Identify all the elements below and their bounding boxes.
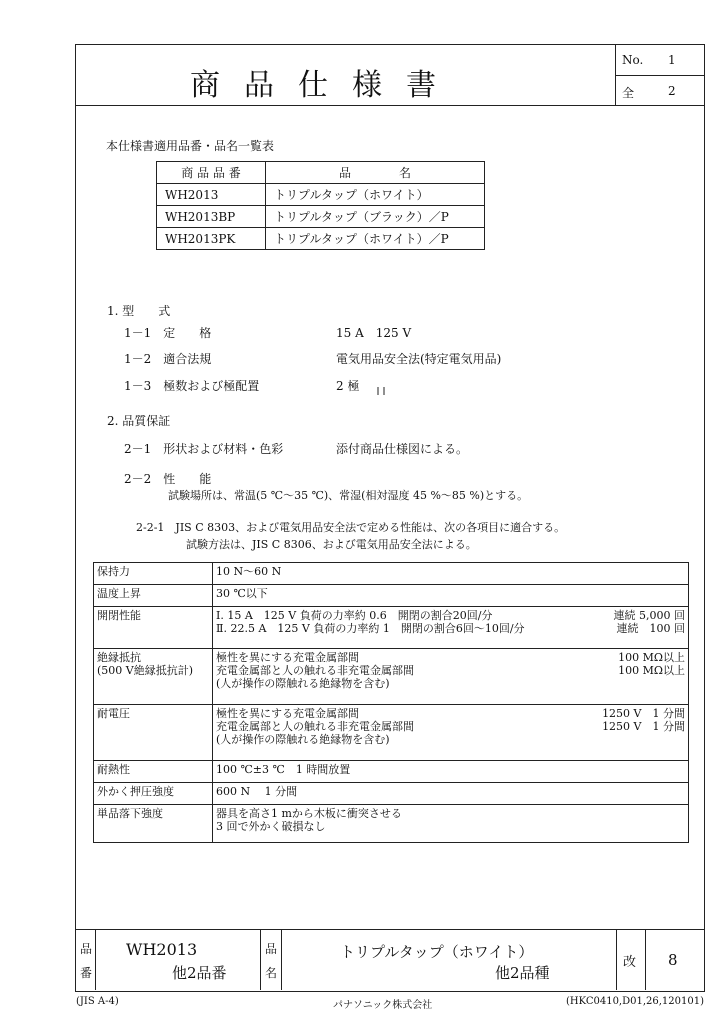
company-name: パナソニック株式会社 bbox=[333, 1000, 433, 1011]
shape-label: 2－1 形状および材料・色彩 bbox=[124, 442, 284, 456]
pole-arrangement-icon bbox=[375, 381, 387, 400]
footer-product-code-more: 他2品番 bbox=[172, 964, 227, 982]
item-name: トリプルタップ（ホワイト）／P bbox=[266, 228, 485, 250]
switch-count-1: 連続 5,000 回 bbox=[613, 609, 685, 622]
temp-key: 温度上昇 bbox=[94, 585, 213, 607]
item-code: WH2013PK bbox=[157, 228, 266, 250]
page-no-value: 1 bbox=[668, 53, 676, 67]
footer-divider-v1 bbox=[95, 929, 96, 990]
table-row bbox=[94, 705, 689, 761]
press-value: 600 N 1 分間 bbox=[213, 783, 689, 805]
insulation-value-1: 100 MΩ以上 bbox=[618, 651, 685, 664]
shape-value: 添付商品仕様図による。 bbox=[336, 442, 469, 456]
test-condition-text: 試験場所は、常温(5 ℃～35 ℃)、常湿(相対湿度 45 %～85 %)とする。 bbox=[168, 489, 529, 502]
voltage-cell bbox=[213, 705, 689, 761]
voltage-line-1: 極性を異にする充電金属部間 bbox=[216, 707, 359, 720]
item-name: トリプルタップ（ブラック）／P bbox=[266, 206, 485, 228]
switch-key: 開閉性能 bbox=[94, 607, 213, 649]
page-title: 商品仕様書 bbox=[190, 68, 460, 103]
drop-line-1: 器具を高さ1 mから木板に衝突させる bbox=[216, 807, 402, 820]
standard-text: 2-2-1 JIS C 8303、および電気用品安全法で定める性能は、次の各項目に適合する。 bbox=[136, 521, 566, 534]
page-no-label: No. bbox=[622, 53, 644, 67]
footer-mei-label-2: 名 bbox=[265, 966, 278, 980]
drop-line-2: 3 回で外かく破損なし bbox=[216, 820, 326, 833]
rating-label: 1－1 定 格 bbox=[124, 326, 212, 340]
footer-hin-label-2: 番 bbox=[80, 966, 93, 980]
page-total-value: 2 bbox=[668, 84, 676, 98]
table-row bbox=[94, 761, 689, 783]
footer-hin-label-1: 品 bbox=[80, 942, 93, 956]
table-row bbox=[94, 783, 689, 805]
footer-product-name: トリプルタップ（ホワイト） bbox=[340, 943, 534, 961]
switch-count-2: 連続 100 回 bbox=[616, 622, 685, 635]
footer-divider-v3 bbox=[281, 929, 282, 990]
table-row bbox=[94, 607, 689, 649]
law-value: 電気用品安全法(特定電気用品) bbox=[336, 352, 502, 366]
footer-divider bbox=[75, 929, 704, 930]
paper-size-note: (JIS A-4) bbox=[76, 996, 119, 1007]
footer-revision-label: 改 bbox=[623, 955, 637, 970]
table-row bbox=[94, 649, 689, 705]
heat-key: 耐熱性 bbox=[94, 761, 213, 783]
hold-value: 10 N～60 N bbox=[213, 563, 689, 585]
switch-line-2: Ⅱ. 22.5 A 125 V 負荷の力率約 1 開閉の割合6回～10回/分 bbox=[216, 622, 525, 635]
document-number: (HKC0410,D01,26,120101) bbox=[566, 996, 705, 1007]
drop-cell bbox=[213, 805, 689, 843]
table-row bbox=[94, 585, 689, 607]
voltage-line-3: (人が操作の際触れる絶縁物を含む) bbox=[216, 733, 390, 746]
insulation-key-2: (500 V絶縁抵抗計) bbox=[97, 664, 194, 677]
item-name: トリプルタップ（ホワイト） bbox=[266, 184, 485, 206]
voltage-value-1: 1250 V 1 分間 bbox=[602, 707, 685, 720]
item-list-header bbox=[157, 162, 485, 184]
col-code-header: 商 品 品 番 bbox=[157, 162, 266, 184]
insulation-line-1: 極性を異にする充電金属部間 bbox=[216, 651, 359, 664]
rating-value: 15 A 125 V bbox=[336, 326, 412, 340]
footer-divider-v5 bbox=[645, 929, 646, 990]
table-row bbox=[94, 563, 689, 585]
voltage-key: 耐電圧 bbox=[94, 705, 213, 761]
performance-table bbox=[93, 562, 689, 843]
heat-value: 100 ℃±3 ℃ 1 時間放置 bbox=[213, 761, 689, 783]
col-name-header: 品 名 bbox=[266, 162, 485, 184]
footer-divider-v4 bbox=[616, 929, 617, 990]
hold-key: 保持力 bbox=[94, 563, 213, 585]
press-key: 外かく押圧強度 bbox=[94, 783, 213, 805]
footer-product-name-more: 他2品種 bbox=[495, 964, 550, 982]
table-row bbox=[157, 206, 485, 228]
table-row bbox=[94, 805, 689, 843]
page-total-label: 全 bbox=[622, 86, 635, 100]
header-box-mid-line bbox=[615, 75, 704, 76]
insulation-key bbox=[94, 649, 213, 705]
insulation-value-2: 100 MΩ以上 bbox=[618, 664, 685, 677]
footer-revision-value: 8 bbox=[668, 951, 678, 969]
law-label: 1－2 適合法規 bbox=[124, 352, 212, 366]
switch-line-1: Ⅰ. 15 A 125 V 負荷の力率約 0.6 開閉の割合20回/分 bbox=[216, 609, 493, 622]
item-code: WH2013BP bbox=[157, 206, 266, 228]
section-2-heading: 2. 品質保証 bbox=[107, 414, 171, 428]
table-row bbox=[157, 184, 485, 206]
insulation-line-3: (人が操作の際触れる絶縁物を含む) bbox=[216, 677, 390, 690]
insulation-key-1: 絶縁抵抗 bbox=[97, 651, 141, 664]
footer-mei-label-1: 品 bbox=[265, 942, 278, 956]
table-row bbox=[157, 228, 485, 250]
item-list-table bbox=[156, 161, 485, 250]
test-method-text: 試験方法は、JIS C 8306、および電気用品安全法による。 bbox=[186, 538, 477, 551]
temp-value: 30 ℃以下 bbox=[213, 585, 689, 607]
voltage-line-2: 充電金属部と人の触れる非充電金属部間 bbox=[216, 720, 414, 733]
item-code: WH2013 bbox=[157, 184, 266, 206]
header-divider bbox=[75, 105, 704, 106]
voltage-value-2: 1250 V 1 分間 bbox=[602, 720, 685, 733]
insulation-line-2: 充電金属部と人の触れる非充電金属部間 bbox=[216, 664, 414, 677]
footer-divider-v2 bbox=[260, 929, 261, 990]
poles-value: 2 極 bbox=[336, 379, 360, 393]
drop-key: 単品落下強度 bbox=[94, 805, 213, 843]
performance-label: 2－2 性 能 bbox=[124, 472, 212, 486]
switch-cell bbox=[213, 607, 689, 649]
list-heading: 本仕様書適用品番・品名一覧表 bbox=[106, 139, 275, 153]
section-1-heading: 1. 型 式 bbox=[107, 304, 171, 318]
poles-label: 1－3 極数および極配置 bbox=[124, 379, 260, 393]
footer-product-code: WH2013 bbox=[126, 940, 198, 959]
insulation-cell bbox=[213, 649, 689, 705]
